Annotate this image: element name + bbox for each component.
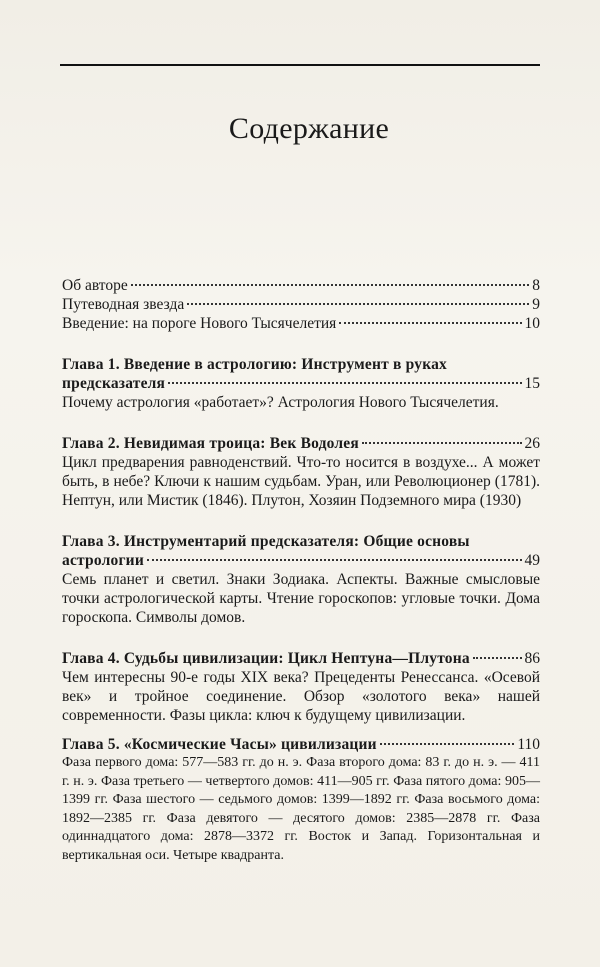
chapter-heading: Глава 3. Инструментарий предсказателя: Общие основы [62, 533, 470, 550]
dot-leader [147, 559, 522, 561]
chapter-page: 15 [524, 375, 540, 392]
dot-leader [380, 743, 515, 745]
toc-entry[interactable] [62, 276, 540, 295]
chapter-title: Глава 5. «Космические Часы» цивилизации [62, 736, 377, 753]
chapter-page: 49 [524, 552, 540, 569]
toc-entry[interactable] [62, 649, 540, 668]
toc-entry[interactable] [62, 374, 540, 393]
chapter-page: 26 [524, 435, 540, 452]
chapter-description: Фаза первого дома: 577—583 гг. до н. э. Фаза второго дома: 83 г. до н. э. — 411 г. н. э. Фаза третьего — четвертого домов: 411—905 гг. Фаза пятого дома: 905—1399 гг. Фаза шестого — седьмого домов: 1399—1892 гг. Фаза восьмого дома: 1892—2385 гг. Фаза девятого — десятого домов: 2385—2878 гг. Фаза одиннадцатого дома: 2878—3372 гг. Восток и Запад. Горизонтальная и вертикальная оси. Четыре квадранта. [62, 755, 540, 863]
chapter-title: Глава 4. Судьбы цивилизации: Цикл Нептуна—Плутона [62, 650, 470, 667]
chapter-4 [62, 649, 540, 725]
chapter-page: 86 [524, 650, 540, 667]
toc-entry-page: 8 [532, 277, 540, 294]
toc-entry-page: 9 [532, 296, 540, 313]
chapter-heading: Глава 1. Введение в астрологию: Инструмент в руках [62, 356, 448, 373]
chapter-title: астрологии [62, 552, 144, 569]
toc-entry[interactable] [62, 295, 540, 314]
dot-leader [168, 382, 521, 384]
top-rule [60, 64, 540, 66]
page-title: Содержание [228, 112, 390, 145]
toc-entry[interactable] [62, 434, 540, 453]
dot-leader [362, 442, 522, 444]
toc-entry[interactable] [62, 551, 540, 570]
chapter-2 [62, 434, 540, 510]
dot-leader [473, 657, 522, 659]
table-of-contents [62, 276, 540, 887]
toc-entry-label: Об авторе [62, 277, 128, 294]
toc-entry[interactable] [62, 735, 540, 754]
toc-entry-page: 10 [524, 315, 540, 332]
toc-entry[interactable] [62, 314, 540, 333]
chapter-3 [62, 532, 540, 627]
dot-leader [187, 303, 529, 305]
chapter-description: Чем интересны 90-е годы XIX века? Прецеденты Ренессанса. «Осевой век» и тройное соединение. Обзор «золотого века» нашей современности. Фазы цикла: ключ к будущему цивилизации. [62, 669, 540, 724]
dot-leader [339, 322, 521, 324]
chapter-1 [62, 355, 540, 412]
toc-entry-label: Введение: на пороге Нового Тысячелетия [62, 315, 337, 332]
chapter-5 [62, 735, 540, 865]
toc-entry-label: Путеводная звезда [62, 296, 185, 313]
chapter-description: Семь планет и светил. Знаки Зодиака. Аспекты. Важные смысловые точки астрологической карты. Чтение гороскопов: угловые точки. Дома гороскопа. Символы домов. [62, 571, 540, 626]
chapter-description: Почему астрология «работает»? Астрология Нового Тысячелетия. [62, 394, 499, 411]
dot-leader [131, 284, 530, 286]
front-matter [62, 276, 540, 333]
chapter-description: Цикл предварения равноденствий. Что-то носится в воздухе... А может быть, в небе? Ключи к нашим судьбам. Уран, или Революционер (1781). Нептун, или Мистик (1846). Плутон, Хозяин Подземного мира (1930) [62, 454, 540, 509]
chapter-title: предсказателя [62, 375, 166, 392]
chapter-title: Глава 2. Невидимая троица: Век Водолея [62, 435, 359, 452]
chapter-page: 110 [517, 736, 540, 753]
